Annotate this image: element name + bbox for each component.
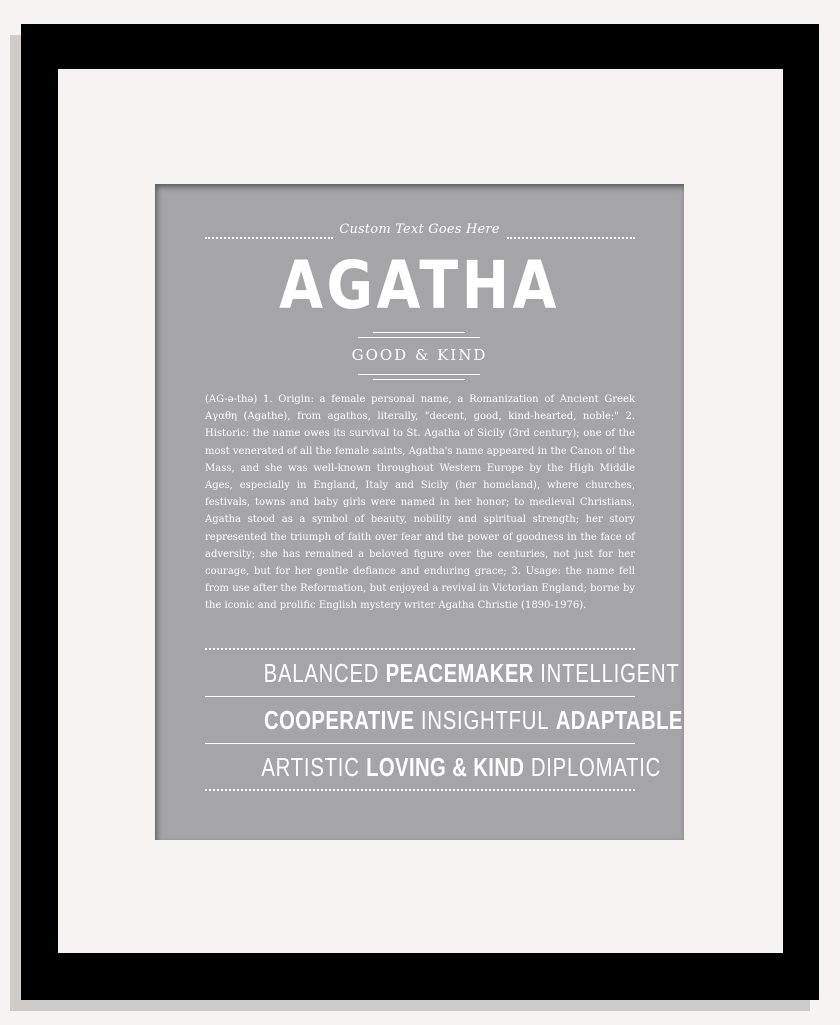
dotted-rule-left xyxy=(205,237,333,239)
trait-word: ADAPTABLE xyxy=(555,705,683,735)
name-title: AGATHA xyxy=(279,247,560,324)
dotted-rule-traits-bottom xyxy=(205,789,635,791)
trait-separator xyxy=(205,696,635,697)
trait-row xyxy=(205,658,680,689)
trait-row xyxy=(205,705,683,736)
name-definition: (AG-ə-thə) 1. Origin: a female personal name, a Romanization of Ancient Greek Αγαθη (Agathe), from agathos, literally, "decent, good, kind-hearted, noble;" 2. Historic: the name owes its survival to St. Agatha of Sicily (3rd century); one of the most venerated of all the female saints, Agatha's name appeared in the Canon of the Mass, and she was well-known throughout Western Europe by the High Middle Ages, especially in England, Italy and Sicily (her homeland), where churches, festivals, towns and baby girls were named in her honor; to medieval Christians, Agatha stood as a symbol of beauty, nobility and spiritual strength; her story represented the triumph of faith over fear and the power of goodness in the face of adversity; she has remained a beloved figure over the centuries, not just for her courage, but for her gentle defiance and enduring grace; 3. Usage: the name fell from use after the Reformation, but enjoyed a revival in Victorian England; borne by the iconic and prolific English mystery writer Agatha Christie (1890-1976). xyxy=(205,394,635,612)
trait-word: INTELLIGENT xyxy=(540,658,680,688)
rule-upper-wide xyxy=(358,337,480,338)
name-meaning: GOOD & KIND xyxy=(351,346,488,364)
dotted-rule-right xyxy=(507,237,635,239)
trait-word: DIPLOMATIC xyxy=(530,752,662,782)
trait-word: BALANCED xyxy=(263,658,380,688)
trait-word: ARTISTIC xyxy=(261,752,360,782)
trait-word: COOPERATIVE xyxy=(264,705,415,735)
custom-text: Custom Text Goes Here xyxy=(339,222,500,237)
trait-word: LOVING & KIND xyxy=(366,752,525,782)
rule-upper xyxy=(373,332,465,333)
trait-row xyxy=(205,752,662,783)
dotted-rule-traits-top xyxy=(205,648,635,650)
trait-separator xyxy=(205,743,635,744)
trait-word: INSIGHTFUL xyxy=(420,705,550,735)
name-art-print xyxy=(155,184,684,840)
rule-lower xyxy=(373,379,465,380)
rule-lower-wide xyxy=(358,374,480,375)
trait-word: PEACEMAKER xyxy=(385,658,534,688)
